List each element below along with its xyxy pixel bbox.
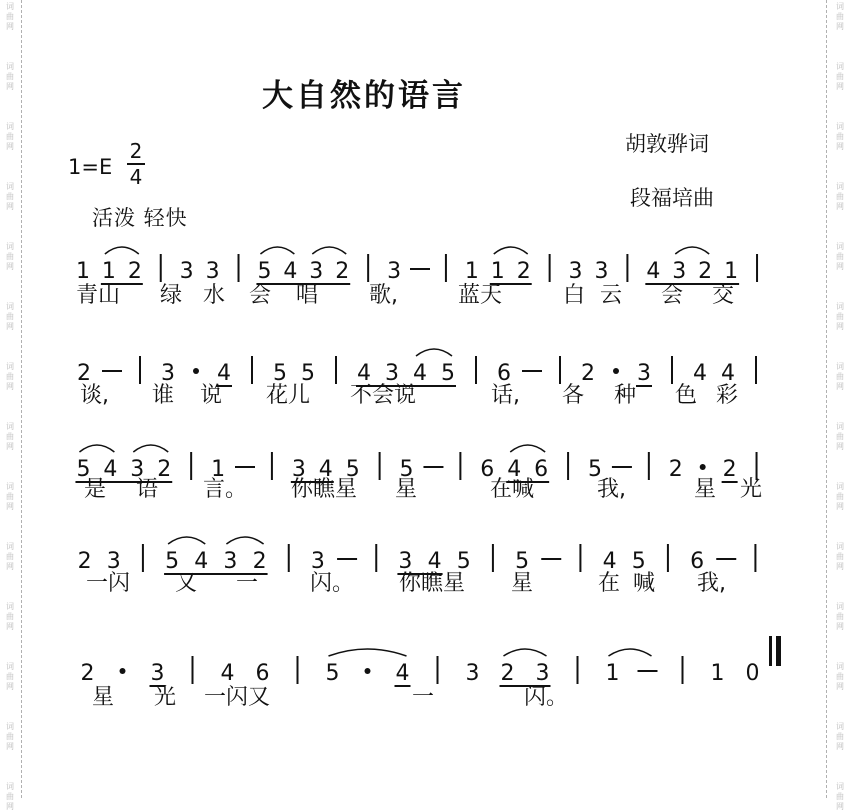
lyric-text: 色 — [675, 383, 698, 408]
lyric-text: 语 — [136, 477, 159, 502]
lyric-text: 各 — [562, 383, 585, 408]
lyric-text: 言。 — [203, 477, 248, 502]
lyric-text: 白 — [563, 283, 586, 308]
watermark-text: 词 曲 网 — [836, 2, 844, 31]
watermark-text: 词 曲 网 — [6, 362, 14, 391]
lyric-text: 你瞧星 — [291, 477, 358, 502]
lyric-text: 蓝天 — [458, 283, 503, 308]
note-digit: 2 — [77, 549, 92, 574]
note-digit: 3 — [223, 549, 238, 574]
note-digit: 3 — [161, 361, 175, 386]
lyric-text: 我, — [697, 571, 726, 596]
watermark-text: 词 曲 网 — [836, 122, 844, 151]
note-digit: 2 — [500, 661, 515, 686]
note-digit: 3 — [637, 361, 651, 386]
watermark-text: 词 曲 网 — [836, 62, 844, 91]
lyric-text: 喊 — [633, 571, 656, 596]
note-digit: 4 — [646, 259, 661, 284]
note-digit: 6 — [497, 361, 511, 386]
slur — [79, 445, 114, 452]
lyric-text: 话, — [491, 383, 520, 408]
note-digit: 0 — [745, 661, 760, 686]
note-digit: 3 — [568, 259, 583, 284]
key-signature: 1=E — [68, 155, 113, 179]
watermark-text: 词 曲 网 — [6, 62, 14, 91]
slur — [105, 247, 139, 254]
watermark-text: 词 曲 网 — [6, 662, 14, 691]
watermark-text: 词 曲 网 — [6, 182, 14, 211]
augmentation-dot — [120, 668, 126, 674]
note-digit: 1 — [211, 457, 226, 482]
watermark-text: 词 曲 网 — [836, 602, 844, 631]
watermark-text: 词 曲 网 — [6, 242, 14, 271]
note-digit: 4 — [693, 361, 707, 386]
note-digit: 4 — [318, 457, 333, 482]
lyric-text: 在喊 — [490, 477, 535, 502]
note-digit: 3 — [465, 661, 480, 686]
note-digit: 1 — [710, 661, 725, 686]
note-digit: 3 — [106, 549, 121, 574]
note-digit: 1 — [490, 259, 505, 284]
note-digit: 3 — [310, 549, 325, 574]
note-digit: 4 — [357, 361, 371, 386]
note-digit: 4 — [220, 661, 235, 686]
watermark-text: 词 曲 网 — [6, 2, 14, 31]
lyric-text: 会 — [249, 283, 272, 308]
lyricist-credit: 胡敦骅词 — [625, 132, 709, 156]
note-digit: 3 — [309, 259, 324, 284]
note-digit: 4 — [507, 457, 522, 482]
note-digit: 2 — [252, 549, 267, 574]
note-digit: 3 — [291, 457, 306, 482]
note-digit: 5 — [631, 549, 646, 574]
lyric-text: 一 — [236, 571, 259, 596]
augmentation-dot — [365, 668, 371, 674]
note-digit: 1 — [724, 259, 739, 284]
note-digit: 5 — [76, 457, 91, 482]
note-digit: 2 — [80, 661, 95, 686]
note-digit: 4 — [217, 361, 231, 386]
lyric-text: 绿 — [160, 283, 183, 308]
note-digit: 3 — [150, 661, 165, 686]
composer-credit: 段福培曲 — [630, 186, 714, 210]
watermark-text: 词 曲 网 — [836, 302, 844, 331]
watermark-text: 词 曲 网 — [6, 722, 14, 751]
note-digit: 5 — [588, 457, 602, 482]
note-digit: 1 — [605, 661, 620, 686]
slur — [226, 537, 263, 544]
note-digit: 4 — [721, 361, 735, 386]
note-digit: 6 — [534, 457, 549, 482]
note-digit: 2 — [335, 259, 350, 284]
note-digit: 3 — [594, 259, 609, 284]
slur — [675, 247, 709, 254]
augmentation-dot — [613, 368, 619, 374]
note-digit: 3 — [672, 259, 687, 284]
song-title: 大自然的语言 — [262, 78, 466, 114]
lyric-text: 在 — [598, 571, 621, 596]
note-digit: 1 — [75, 259, 90, 284]
lyric-text: 谁 — [152, 383, 175, 408]
note-digit: 5 — [441, 361, 455, 386]
note-digit: 3 — [398, 549, 413, 574]
lyric-text: 不会说 — [350, 383, 417, 408]
note-digit: 2 — [668, 457, 683, 482]
note-digit: 5 — [456, 549, 471, 574]
lyric-text: 光 — [154, 685, 177, 710]
note-digit: 2 — [698, 259, 713, 284]
note-digit: 5 — [273, 361, 287, 386]
watermark-text: 词 曲 网 — [6, 782, 14, 811]
time-signature-top: 2 — [129, 139, 143, 163]
note-digit: 5 — [257, 259, 272, 284]
lyric-text: 青山 — [76, 283, 121, 308]
lyric-text: 一闪 — [86, 571, 131, 596]
lyric-text: 彩 — [716, 383, 739, 408]
lyric-text: 光 — [740, 477, 763, 502]
lyric-text: 谈, — [80, 383, 109, 408]
watermark-text: 词 曲 网 — [836, 242, 844, 271]
slur — [504, 649, 547, 656]
watermark-text: 词 曲 网 — [836, 662, 844, 691]
lyric-text: 我, — [597, 477, 626, 502]
lyric-text: 是 — [84, 477, 107, 502]
watermark-text: 词 曲 网 — [836, 182, 844, 211]
note-digit: 5 — [325, 661, 340, 686]
lyric-text: 说 — [200, 383, 223, 408]
slur — [494, 247, 528, 254]
note-digit: 1 — [464, 259, 479, 284]
slur — [609, 649, 652, 656]
note-digit: 3 — [535, 661, 550, 686]
watermark-text: 词 曲 网 — [836, 722, 844, 751]
lyric-text: 唱 — [296, 283, 319, 308]
watermark-text: 词 曲 网 — [6, 422, 14, 451]
time-signature-bottom: 4 — [129, 165, 143, 189]
note-digit: 6 — [690, 549, 705, 574]
slur — [133, 445, 168, 452]
lyric-text: 星 — [395, 477, 418, 502]
watermark-text: 词 曲 网 — [6, 122, 14, 151]
note-digit: 4 — [602, 549, 617, 574]
lyric-text: 一闪又 — [204, 685, 271, 710]
watermark-text: 词 曲 网 — [836, 422, 844, 451]
lyric-text: 又 — [175, 571, 198, 596]
augmentation-dot — [193, 368, 199, 374]
slur — [168, 537, 205, 544]
note-digit: 4 — [395, 661, 410, 686]
lyric-text: 花儿 — [266, 383, 311, 408]
lyric-text: 星 — [92, 685, 115, 710]
watermark-text: 词 曲 网 — [836, 542, 844, 571]
final-barline-thin — [769, 636, 772, 666]
lyric-text: 星 — [694, 477, 717, 502]
lyric-text: 闪。 — [310, 571, 355, 596]
note-digit: 2 — [581, 361, 595, 386]
note-digit: 3 — [385, 361, 399, 386]
watermark-text: 词 曲 网 — [836, 782, 844, 811]
lyric-text: 水 — [203, 283, 226, 308]
slur — [312, 247, 346, 254]
note-digit: 4 — [283, 259, 298, 284]
note-digit: 5 — [301, 361, 315, 386]
slur — [510, 445, 545, 452]
lyric-text: 交 — [712, 283, 735, 308]
watermark-text: 词 曲 网 — [6, 602, 14, 631]
note-digit: 3 — [179, 259, 194, 284]
note-digit: 5 — [345, 457, 360, 482]
lyric-text: 云 — [600, 283, 623, 308]
lyric-text: 会 — [661, 283, 684, 308]
note-digit: 2 — [127, 259, 142, 284]
final-barline-thick — [776, 636, 781, 666]
note-digit: 5 — [515, 549, 530, 574]
note-digit: 1 — [101, 259, 116, 284]
note-digit: 2 — [722, 457, 737, 482]
lyric-text: 种 — [614, 383, 637, 408]
tempo-marking: 活泼 轻快 — [92, 206, 188, 230]
note-digit: 6 — [480, 457, 495, 482]
watermark-text: 词 曲 网 — [836, 482, 844, 511]
note-digit: 4 — [413, 361, 427, 386]
note-digit: 4 — [103, 457, 118, 482]
note-digit: 2 — [77, 361, 91, 386]
lyric-text: 你瞧星 — [399, 571, 466, 596]
note-digit: 6 — [255, 661, 270, 686]
slur — [260, 247, 294, 254]
note-digit: 2 — [157, 457, 172, 482]
lyric-text: 星 — [511, 571, 534, 596]
lyric-text: 闪。 — [524, 685, 569, 710]
lyric-text: 歌, — [369, 283, 398, 308]
note-digit: 5 — [399, 457, 414, 482]
note-digit: 5 — [165, 549, 180, 574]
watermark-text: 词 曲 网 — [6, 302, 14, 331]
slur — [416, 349, 452, 356]
note-digit: 3 — [387, 259, 402, 284]
watermark-text: 词 曲 网 — [6, 542, 14, 571]
note-digit: 3 — [205, 259, 220, 284]
note-digit: 4 — [427, 549, 442, 574]
note-digit: 4 — [194, 549, 209, 574]
watermark-text: 词 曲 网 — [836, 362, 844, 391]
lyric-text: 一 — [412, 685, 435, 710]
note-digit: 2 — [516, 259, 531, 284]
augmentation-dot — [700, 464, 706, 470]
watermark-text: 词 曲 网 — [6, 482, 14, 511]
note-digit: 3 — [130, 457, 145, 482]
slur — [329, 649, 407, 656]
